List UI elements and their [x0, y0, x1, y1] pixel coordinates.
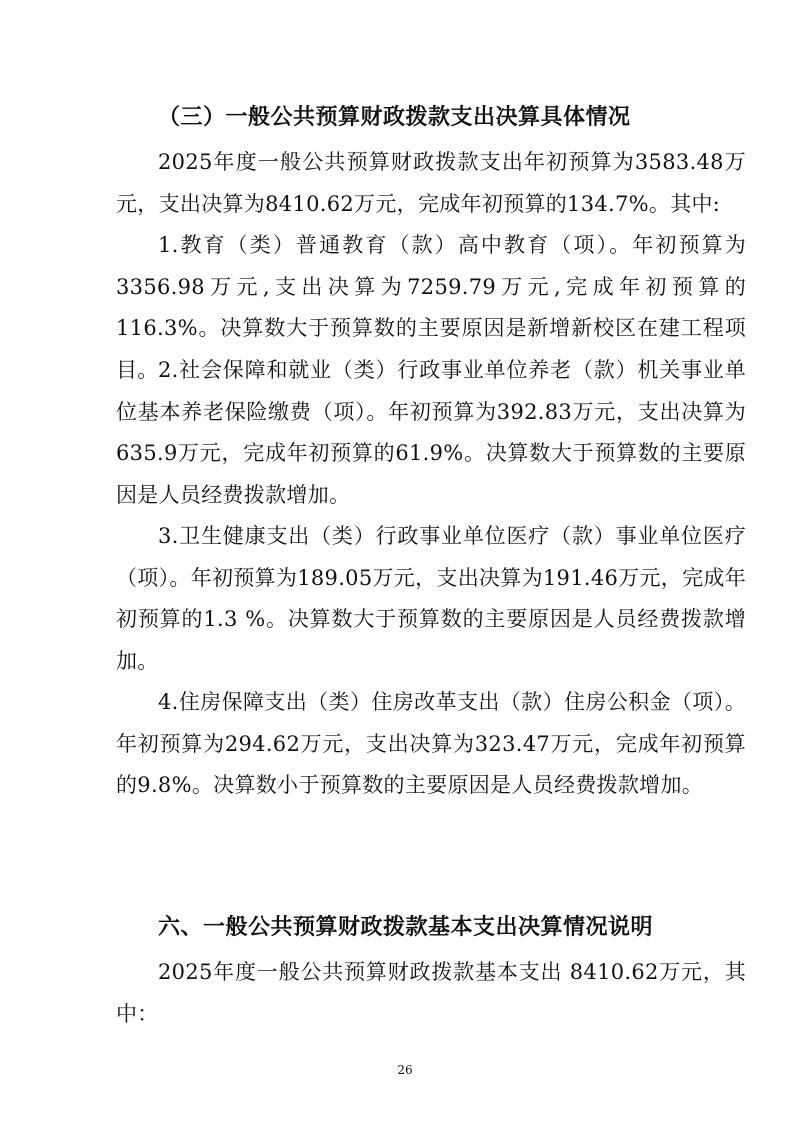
paragraph-housing-item: 4.住房保障支出（类）住房改革支出（款）住房公积金（项）。年初预算为294.62万元，支出决算为323.47万元，完成年初预算的9.8%。决算数小于预算数的主要原因是人员经费拨款增加。	[116, 690, 746, 797]
paragraph-health-item: 3.卫生健康支出（类）行政事业单位医疗（款）事业单位医疗（项）。年初预算为189.05万元，支出决算为191.46万元，完成年初预算的1.3 %。决算数大于预算数的主要原因是人员经费拨款增加。	[116, 524, 746, 673]
paragraph-social-security-item: 2.社会保障和就业（类）行政事业单位养老（款）机关事业单位基本养老保险缴费（项）。年初预算为392.83万元，支出决算为635.9万元，完成年初预算的61.9%。决算数大于预算数的主要原因是人员经费拨款增加。	[116, 358, 746, 507]
paragraph-basic-expenditure: 2025年度一般公共预算财政拨款基本支出 8410.62万元，其中：	[116, 960, 746, 1026]
paragraph-expenditure-summary: 2025年度一般公共预算财政拨款支出年初预算为3583.48万元，支出决算为8410.62万元，完成年初预算的134.7%。其中:	[116, 150, 746, 216]
paragraph-education-item: 1.教育（类）普通教育（款）高中教育（项）。年初预算为3356.98万元,支出决算为7259.79万元,完成年初预算的116.3%。决算数大于预算数的主要原因是新增新校区在建工程项目。	[116, 233, 746, 382]
section-heading-expenditure-details: （三）一般公共预算财政拨款支出决算具体情况	[158, 104, 631, 130]
page-number: 26	[397, 1063, 413, 1077]
section-heading-basic-expenditure: 六、一般公共预算财政拨款基本支出决算情况说明	[158, 914, 654, 940]
